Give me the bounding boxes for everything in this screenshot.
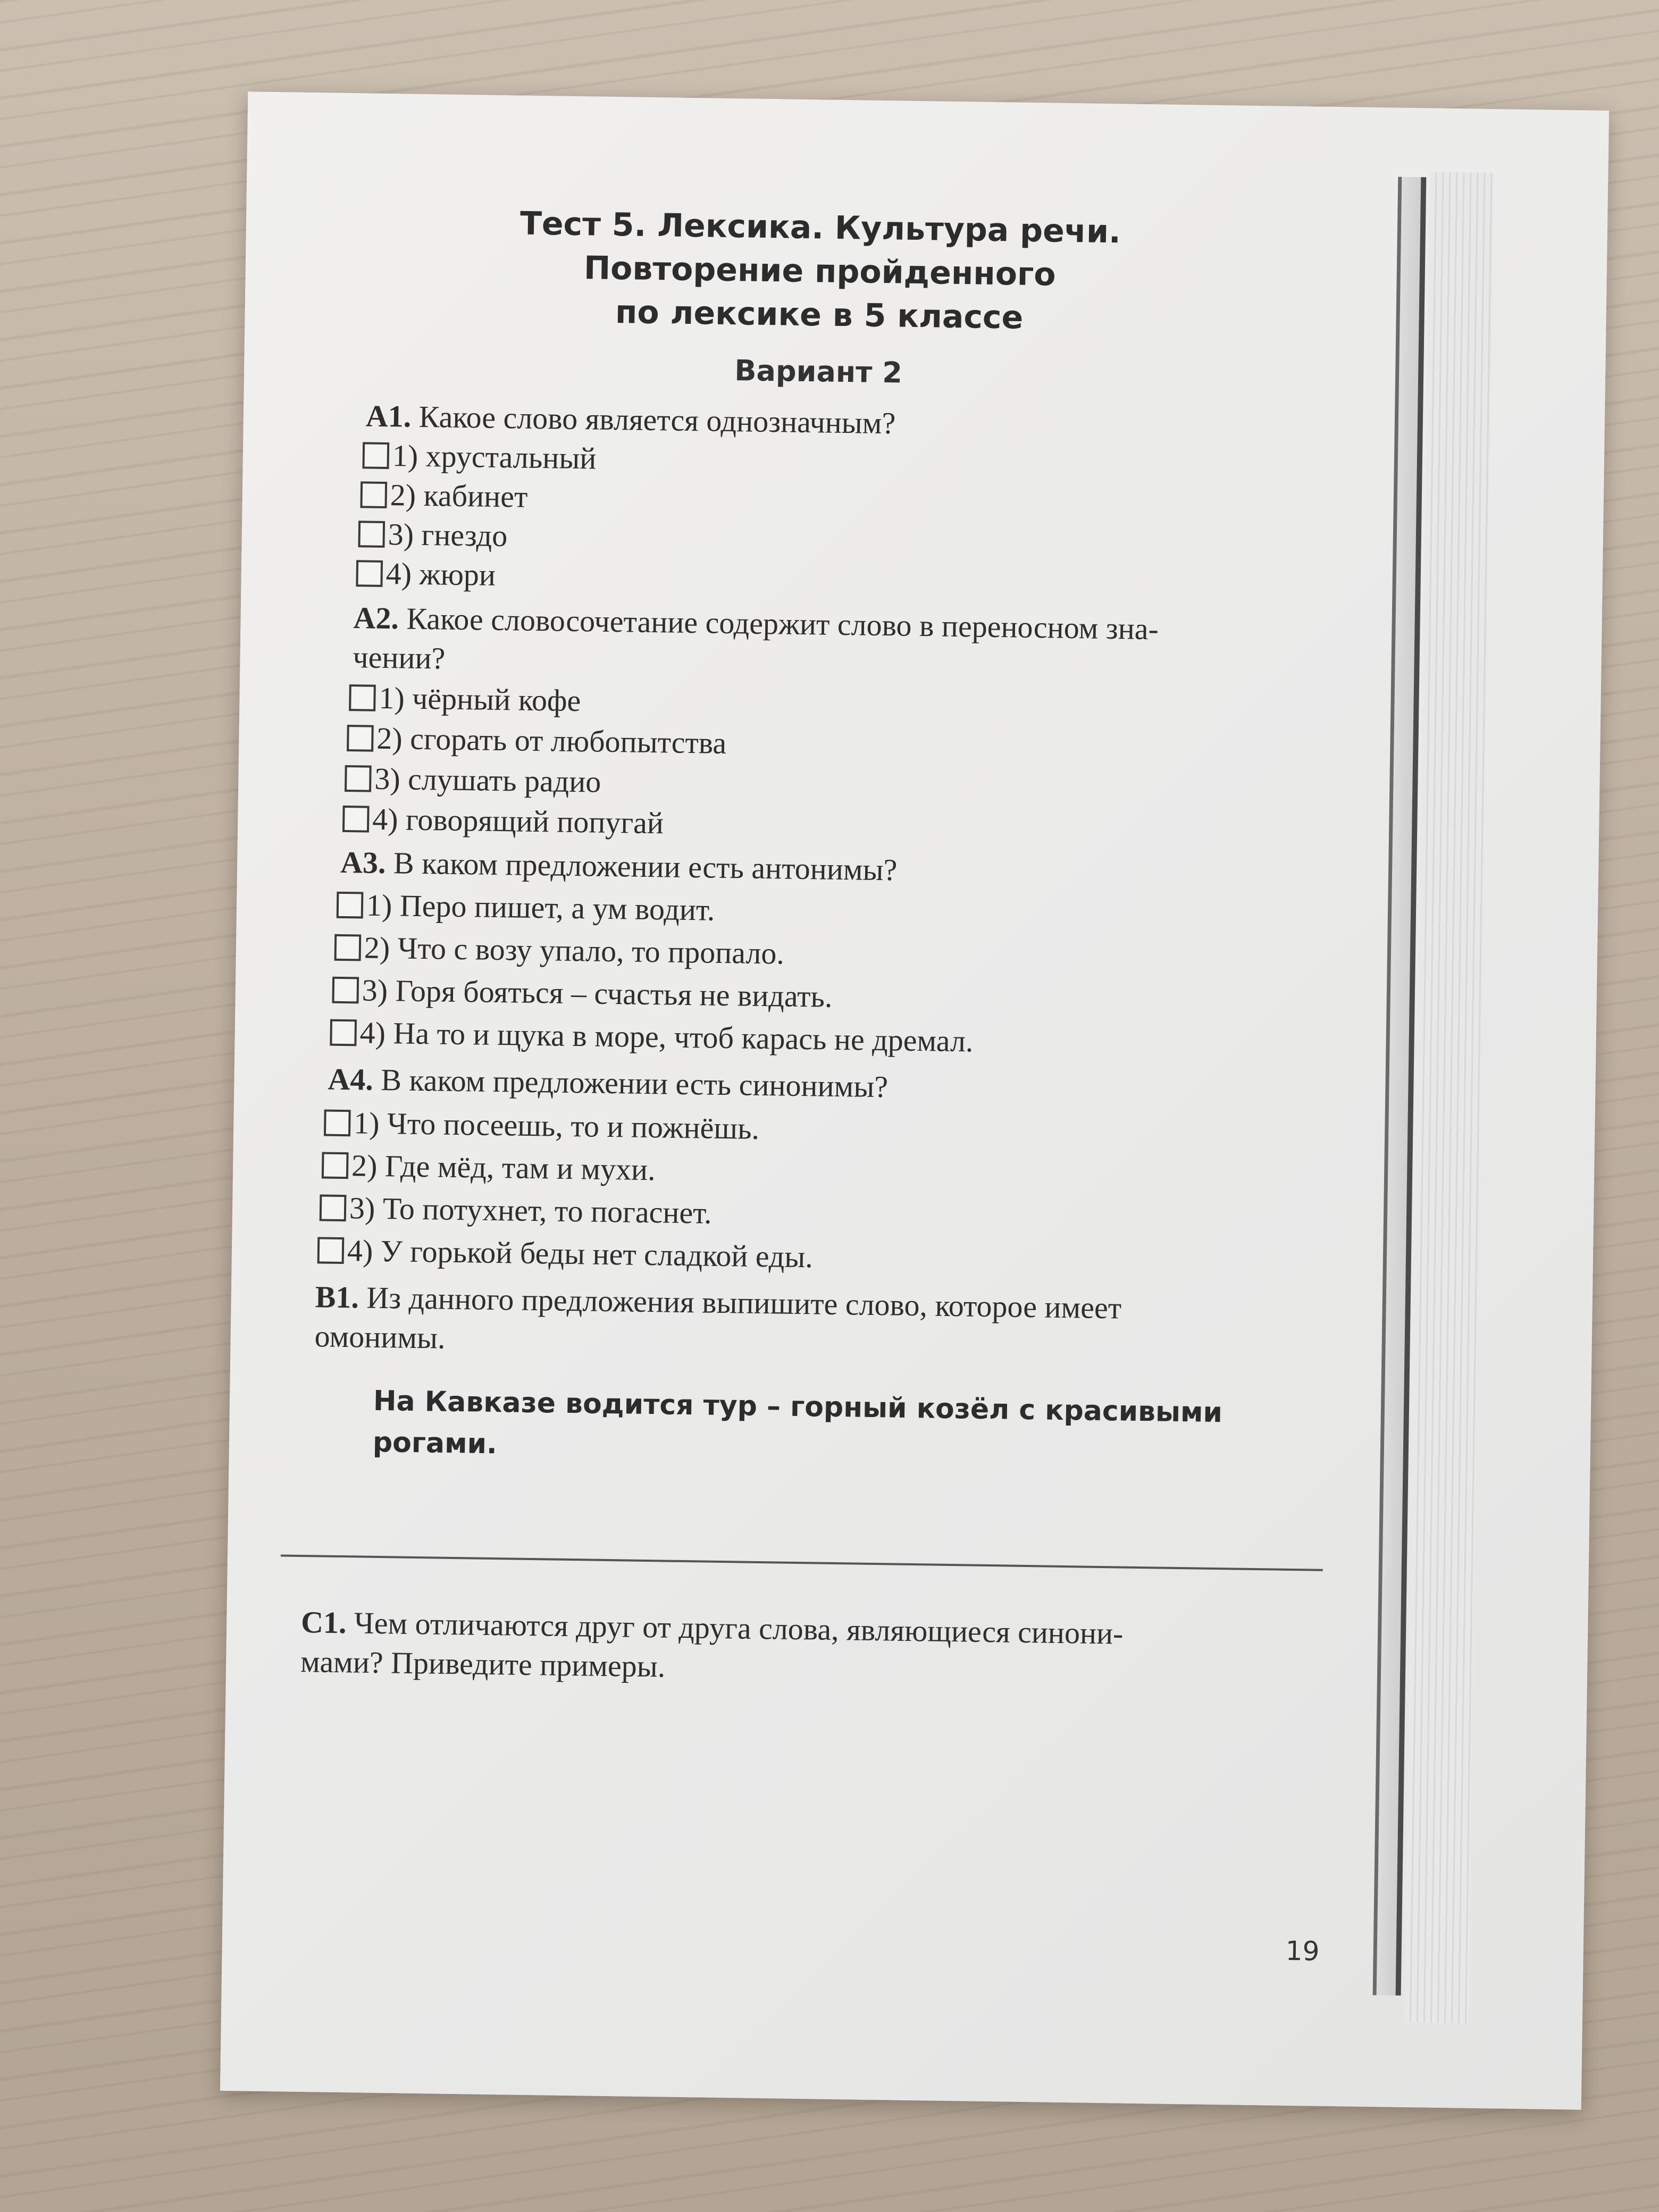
option-label: 3) Горя бояться – счастья не видать.: [362, 973, 833, 1014]
question-b1-text-line-2: омонимы.: [314, 1319, 446, 1355]
option-label: 4) говорящий попугай: [372, 801, 664, 841]
b1-sentence-line-2: рогами.: [372, 1426, 498, 1461]
option-label: 4) У горькой беды нет сладкой еды.: [347, 1233, 814, 1275]
checkbox[interactable]: [362, 442, 389, 469]
question-c1-text-line-1: Чем отличаются друг от друга слова, являющиеся синони-: [354, 1605, 1124, 1651]
b1-sentence: [372, 1380, 1384, 1478]
question-c1-text-line-2: мами? Приведите примеры.: [300, 1644, 666, 1684]
option-a4-1[interactable]: [324, 1103, 760, 1149]
option-a4-2[interactable]: [322, 1145, 656, 1189]
answer-line[interactable]: [281, 1554, 1323, 1571]
checkbox[interactable]: [332, 977, 359, 1004]
question-c1: [300, 1603, 1365, 1696]
option-label: 1) чёрный кофе: [379, 680, 581, 718]
checkbox[interactable]: [337, 892, 364, 919]
option-label: 1) Перо пишет, а ум водит.: [366, 887, 715, 927]
checkbox[interactable]: [322, 1152, 349, 1179]
checkbox[interactable]: [320, 1194, 347, 1221]
title-line-2: Повторение пройденного: [583, 249, 1057, 294]
question-a3-number: А3.: [340, 844, 386, 881]
option-label: 2) кабинет: [390, 477, 528, 514]
option-label: 2) Где мёд, там и мухи.: [351, 1148, 656, 1187]
question-a4: [328, 1060, 889, 1107]
option-a1-2[interactable]: [360, 475, 528, 516]
option-a3-3[interactable]: [332, 970, 833, 1017]
option-label: 1) хрустальный: [392, 438, 597, 476]
question-b1: [314, 1277, 1368, 1371]
checkbox[interactable]: [330, 1019, 357, 1046]
option-label: 3) гнездо: [388, 517, 508, 554]
question-a2-text-line-1: Какое словосочетание содержит слово в переносном зна-: [406, 601, 1159, 647]
question-a2: [353, 598, 1364, 691]
checkbox[interactable]: [334, 934, 362, 961]
option-label: 3) То потухнет, то погаснет.: [349, 1191, 713, 1230]
option-a2-1[interactable]: [349, 678, 581, 720]
option-a3-4[interactable]: [330, 1013, 974, 1061]
question-a4-number: А4.: [328, 1061, 374, 1097]
option-label: 1) Что посеешь, то и пожнёшь.: [353, 1105, 760, 1146]
sheet-content: [220, 91, 1396, 2107]
variant-label: Вариант 2: [734, 354, 903, 390]
page-title: [245, 198, 1395, 345]
test-sheet: [220, 91, 1609, 2109]
checkbox[interactable]: [345, 765, 372, 792]
option-a1-1[interactable]: [362, 435, 597, 478]
question-a2-number: А2.: [353, 600, 399, 636]
checkbox[interactable]: [360, 481, 387, 508]
option-a3-2[interactable]: [334, 928, 784, 974]
option-a4-4[interactable]: [317, 1230, 813, 1277]
checkbox[interactable]: [349, 684, 376, 711]
question-a1: [365, 396, 895, 443]
option-label: 4) жюри: [386, 556, 496, 592]
question-b1-text-line-1: Из данного предложения выпишите слово, которое имеет: [366, 1280, 1122, 1326]
option-a1-3[interactable]: [358, 514, 507, 556]
question-a1-number: А1.: [365, 398, 412, 434]
option-label: 3) слушать радио: [374, 761, 601, 799]
option-a2-3[interactable]: [345, 759, 601, 802]
checkbox[interactable]: [317, 1237, 345, 1264]
option-a1-4[interactable]: [356, 554, 496, 595]
title-line-3: по лексике в 5 классе: [615, 293, 1024, 337]
option-a3-1[interactable]: [337, 885, 715, 930]
option-label: 2) сгорать от любопытства: [376, 720, 727, 760]
checkbox[interactable]: [342, 806, 370, 833]
checkbox[interactable]: [324, 1109, 351, 1136]
question-a3-text: В каком предложении есть антонимы?: [393, 845, 898, 887]
checkbox[interactable]: [347, 725, 374, 752]
option-a4-3[interactable]: [320, 1188, 713, 1233]
option-label: 2) Что с возу упало, то пропало.: [364, 930, 785, 971]
title-line-1: Тест 5. Лексика. Культура речи.: [520, 205, 1121, 251]
question-a2-text-line-2: чении?: [353, 640, 446, 676]
page-number: 19: [1285, 1935, 1320, 1967]
question-a4-text: В каком предложении есть синонимы?: [380, 1062, 889, 1104]
checkbox[interactable]: [356, 560, 383, 587]
option-a2-2[interactable]: [347, 718, 727, 763]
question-b1-number: В1.: [315, 1279, 359, 1315]
checkbox[interactable]: [358, 521, 385, 548]
question-c1-number: С1.: [300, 1604, 347, 1640]
option-label: 4) На то и щука в море, чтоб карась не дремал.: [359, 1015, 974, 1059]
b1-sentence-line-1: На Кавказе водится тур – горный козёл с красивыми: [373, 1385, 1223, 1429]
question-a3: [340, 843, 898, 890]
option-a2-4[interactable]: [342, 799, 664, 843]
question-a1-text: Какое слово является однозначным?: [418, 399, 896, 441]
